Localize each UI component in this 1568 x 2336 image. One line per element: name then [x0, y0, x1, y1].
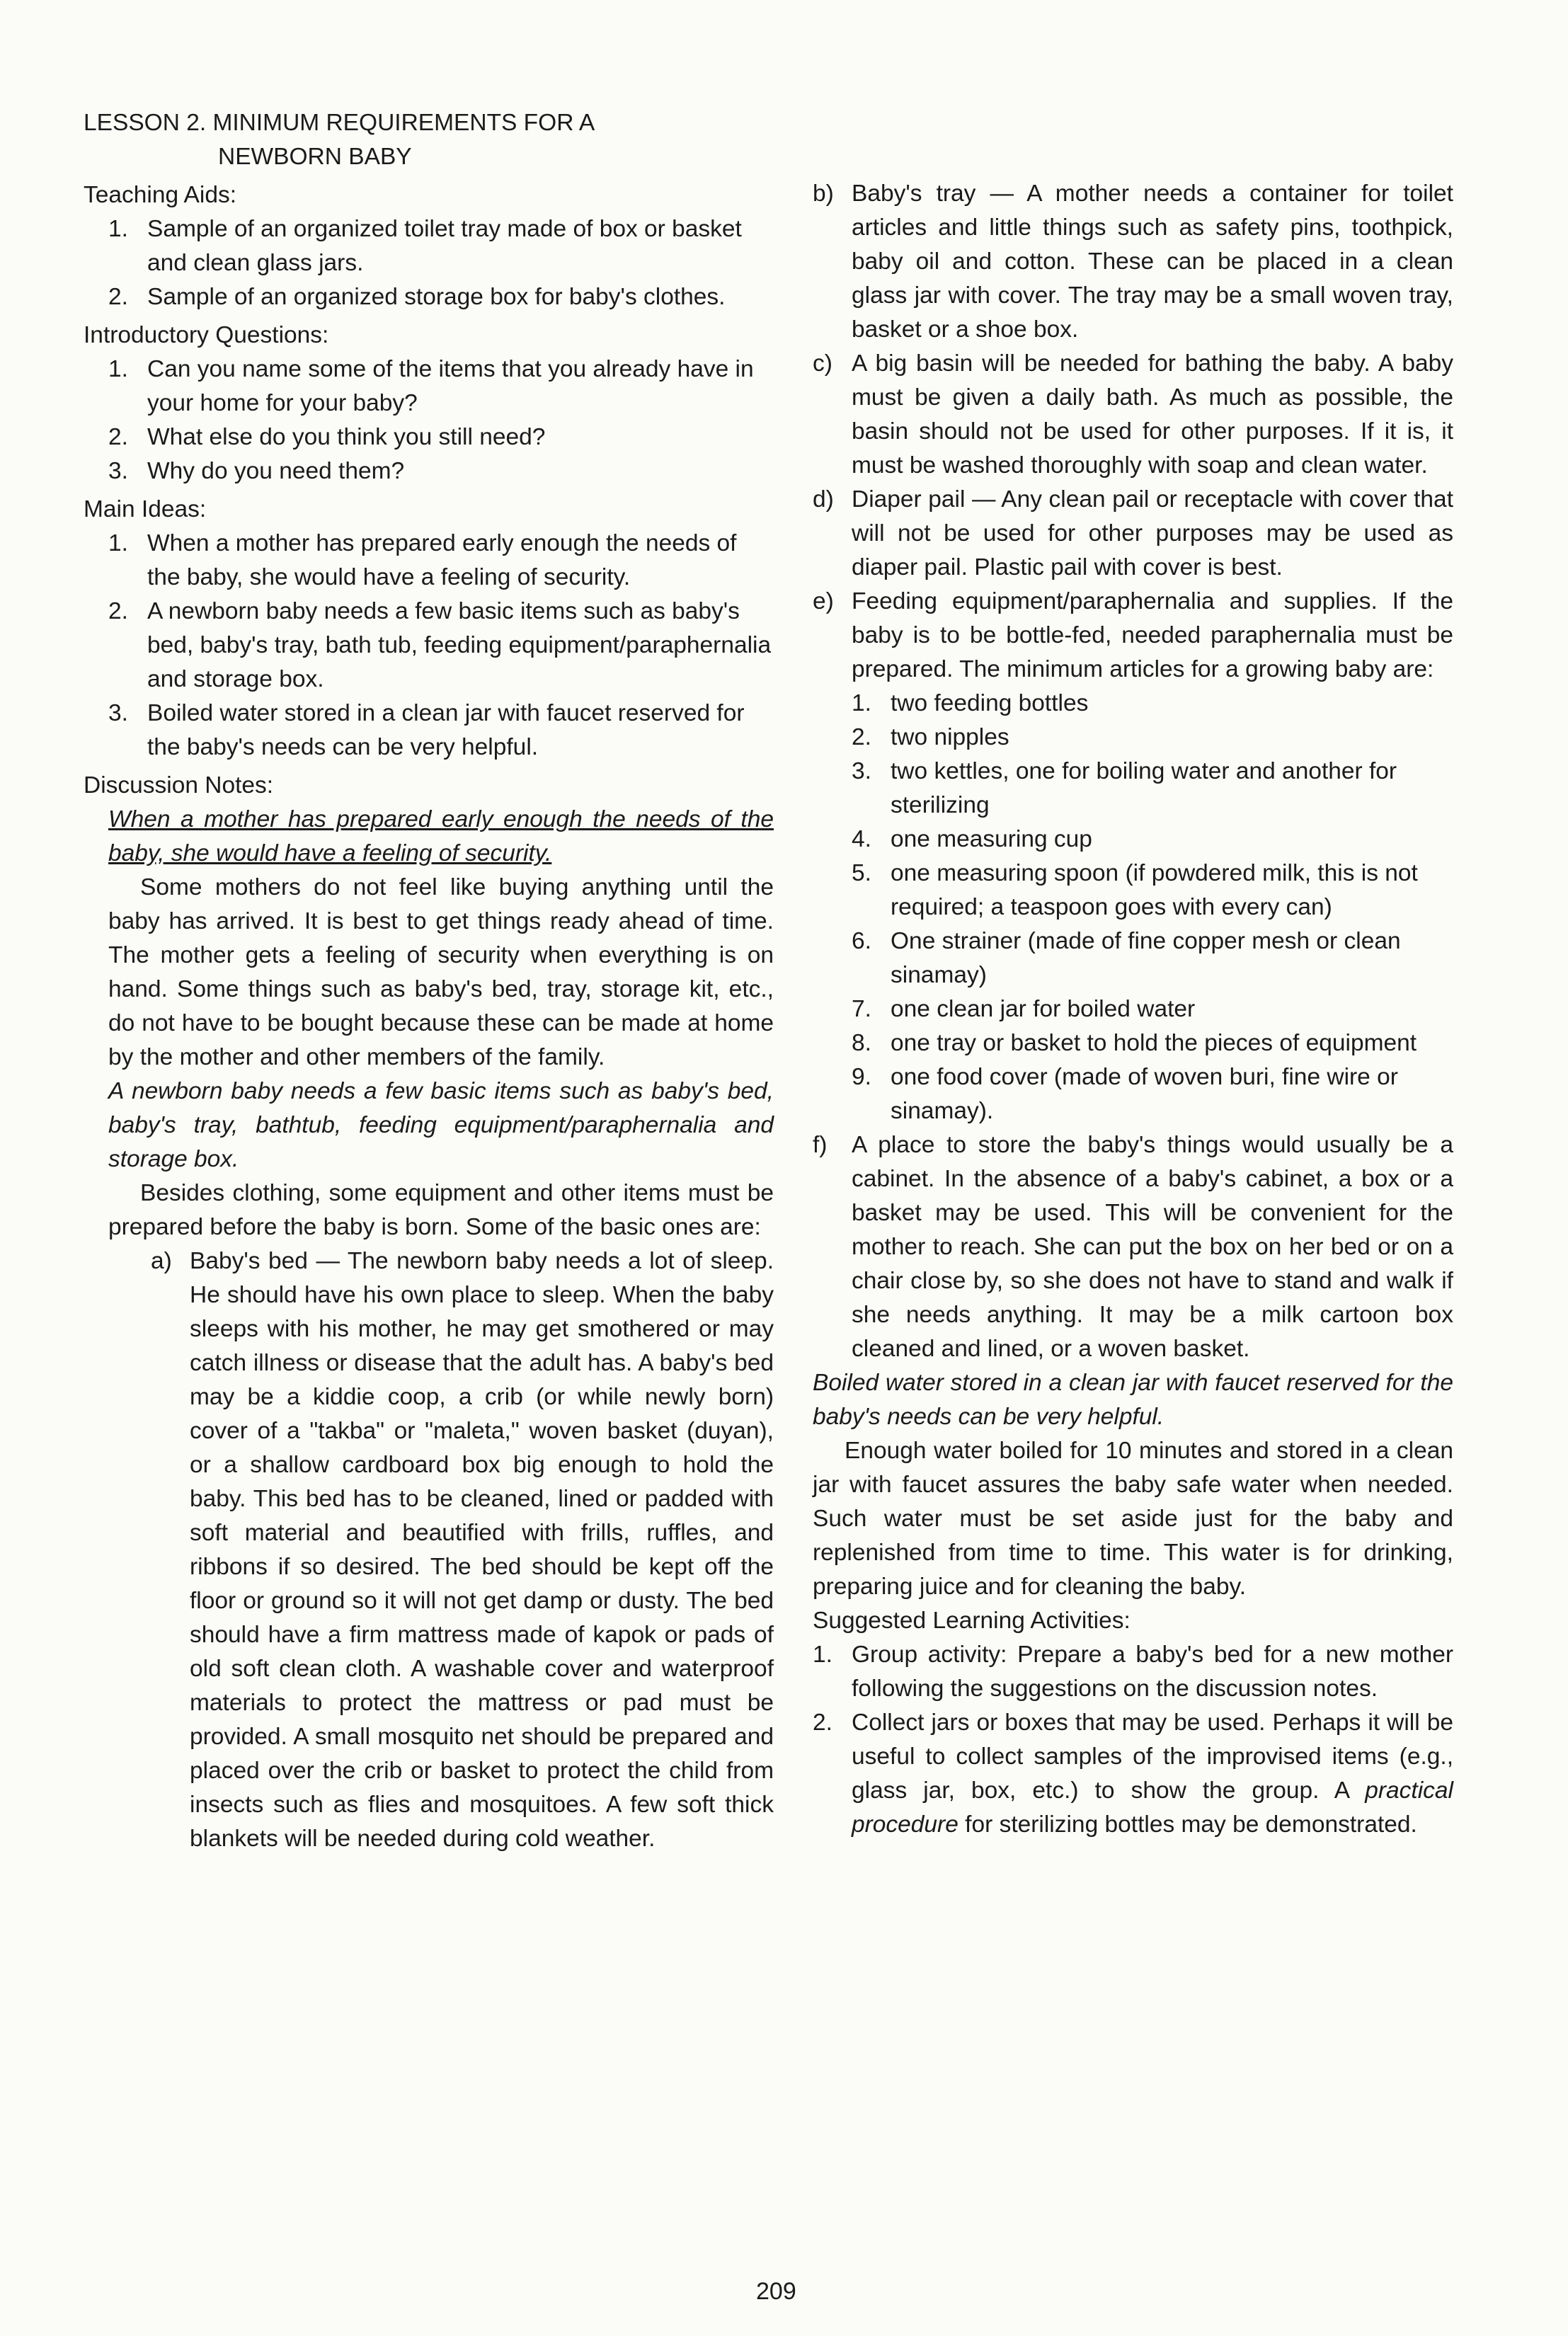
list-item: 1. Sample of an organized toilet tray made of box or basket and clean glass jars.: [108, 216, 742, 276]
teaching-aids-heading: Teaching Aids:: [84, 182, 237, 208]
list-item-babys-tray: b) Baby's tray — A mother needs a container for toilet articles and little things such as safety pins, toothpick, baby oil and cotton. These can be placed in a clean glass jar with cover. The tray may be a small woven tray, basket or a shoe box.: [813, 181, 1453, 343]
discussion-paragraph-1: Some mothers do not feel like buying anything until the baby has arrived. It is best to get things ready ahead of time. The mother gets a feeling of security when everything is on hand. Some things such as baby's bed, tray, storage kit, etc., do not have to be bought because these can be made at home by the mother and other members of the family.: [108, 874, 774, 1070]
feeding-articles-list: [813, 687, 1453, 1128]
main-ideas-heading: Main Ideas:: [84, 496, 207, 522]
list-item: 3. Why do you need them?: [108, 458, 405, 484]
list-item-storage-place: f) A place to store the baby's things would usually be a cabinet. In the absence of a baby's cabinet, a box or a basket may be used. This will be convenient for the mother to reach. She can put the box on her bed or on a chair close by, so she does not have to stand and walk if she needs anything. It may be a milk cartoon box cleaned and lined, or a woven basket.: [813, 1132, 1453, 1362]
list-item-diaper-pail: d) Diaper pail — Any clean pail or receptacle with cover that will not be used for other purposes may be used as diaper pail. Plastic pail with cover is best.: [813, 486, 1453, 580]
introductory-questions-list: [84, 353, 774, 488]
discussion-italic-1: When a mother has prepared early enough the needs of the baby, she would have a feeling of security.: [108, 806, 774, 866]
list-item-basin: c) A big basin will be needed for bathing the baby. A baby must be given a daily bath. As much as possible, the basin should not be used for other purposes. If it is, it must be washed thoroughly with soap and clean water.: [813, 350, 1453, 479]
discussion-italic-3: Boiled water stored in a clean jar with faucet reserved for the baby's needs can be very helpful.: [813, 1370, 1453, 1430]
list-item: 2. What else do you think you still need?: [108, 424, 546, 450]
list-item: 5. one measuring spoon (if powdered milk, this is not required; a teaspoon goes with every can): [852, 860, 1418, 920]
activity-item: 2. Collect jars or boxes that may be used. Perhaps it will be useful to collect samples of the improvised items (e.g., glass jar, box, etc.) to show the group. A practical procedure for sterilizing bottles may be demonstrated.: [813, 1710, 1453, 1838]
lesson-title-line1: LESSON 2. MINIMUM REQUIREMENTS FOR A: [84, 110, 595, 136]
list-item: 3. two kettles, one for boiling water and another for sterilizing: [852, 758, 1397, 818]
discussion-paragraph-2: Besides clothing, some equipment and other items must be prepared before the baby is born. Some of the basic ones are:: [108, 1180, 774, 1240]
discussion-notes-heading: Discussion Notes:: [84, 772, 274, 798]
list-item: 2. two nipples: [852, 724, 1009, 750]
basic-items-list: [151, 1244, 774, 1856]
list-item: 2. Sample of an organized storage box for baby's clothes.: [108, 284, 726, 310]
list-item-babys-bed: a) Baby's bed — The newborn baby needs a lot of sleep. He should have his own place to sleep. When the baby sleeps with his mother, he may get smothered or may catch illness or disease that the adult has. A baby's bed may be a kiddie coop, a crib (or while newly born) cover of a "takba" or "maleta," woven basket (duyan), or a shallow cardboard box big enough to hold the baby. This bed has to be cleaned, lined or padded with soft material and beautified with frills, ruffles, and ribbons if so desired. The bed should be kept off the floor or ground so it will not get damp or dusty. The bed should have a firm mattress made of kapok or pads of old soft clean cloth. A washable cover and waterproof materials to protect the mattress or pad must be provided. A small mosquito net should be prepared and placed over the crib or basket to protect the child from insects such as flies and mosquitoes. A few soft thick blankets will be needed during cold weather.: [151, 1248, 774, 1852]
discussion-italic-2: A newborn baby needs a few basic items such as baby's bed, baby's tray, bathtub, feeding equipment/paraphernalia and storage box.: [108, 1078, 774, 1172]
activity-item: 1. Group activity: Prepare a baby's bed for a new mother following the suggestions on the discussion notes.: [813, 1642, 1453, 1702]
list-item: 7. one clean jar for boiled water: [852, 996, 1196, 1022]
teaching-aids-list: [84, 212, 774, 314]
list-item: 2. A newborn baby needs a few basic items such as baby's bed, baby's tray, bath tub, feeding equipment/paraphernalia and storage box.: [108, 598, 772, 692]
list-item: 1. two feeding bottles: [852, 690, 1089, 716]
list-item-feeding-equipment: e) Feeding equipment/paraphernalia and supplies. If the baby is to be bottle-fed, needed paraphernalia must be prepared. The minimum articles for a growing baby are:: [813, 588, 1453, 682]
list-item: 1. Can you name some of the items that you already have in your home for your baby?: [108, 356, 754, 416]
list-item: 9. one food cover (made of woven buri, fine wire or sinamay).: [852, 1064, 1398, 1124]
list-item: 4. one measuring cup: [852, 826, 1092, 852]
main-ideas-list: [84, 527, 774, 765]
list-item: 6. One strainer (made of fine copper mesh or clean sinamay): [852, 928, 1401, 988]
right-column: [813, 177, 1453, 1842]
page-number: 209: [756, 2278, 796, 2305]
list-item: 1. When a mother has prepared early enough the needs of the baby, she would have a feeling of security.: [108, 530, 737, 590]
introductory-questions-heading: Introductory Questions:: [84, 322, 329, 348]
left-column: [84, 106, 774, 1856]
discussion-paragraph-3: Enough water boiled for 10 minutes and stored in a clean jar with faucet assures the baby safe water when needed. Such water must be set aside just for the baby and replenished from time to time. This water is for drinking, preparing juice and for cleaning the baby.: [813, 1438, 1453, 1600]
list-item: 3. Boiled water stored in a clean jar with faucet reserved for the baby's needs can be very helpful.: [108, 700, 745, 760]
lesson-title-line2: NEWBORN BABY: [218, 144, 412, 170]
suggested-activities-heading: Suggested Learning Activities:: [813, 1608, 1131, 1634]
list-item: 8. one tray or basket to hold the pieces of equipment: [852, 1030, 1417, 1056]
